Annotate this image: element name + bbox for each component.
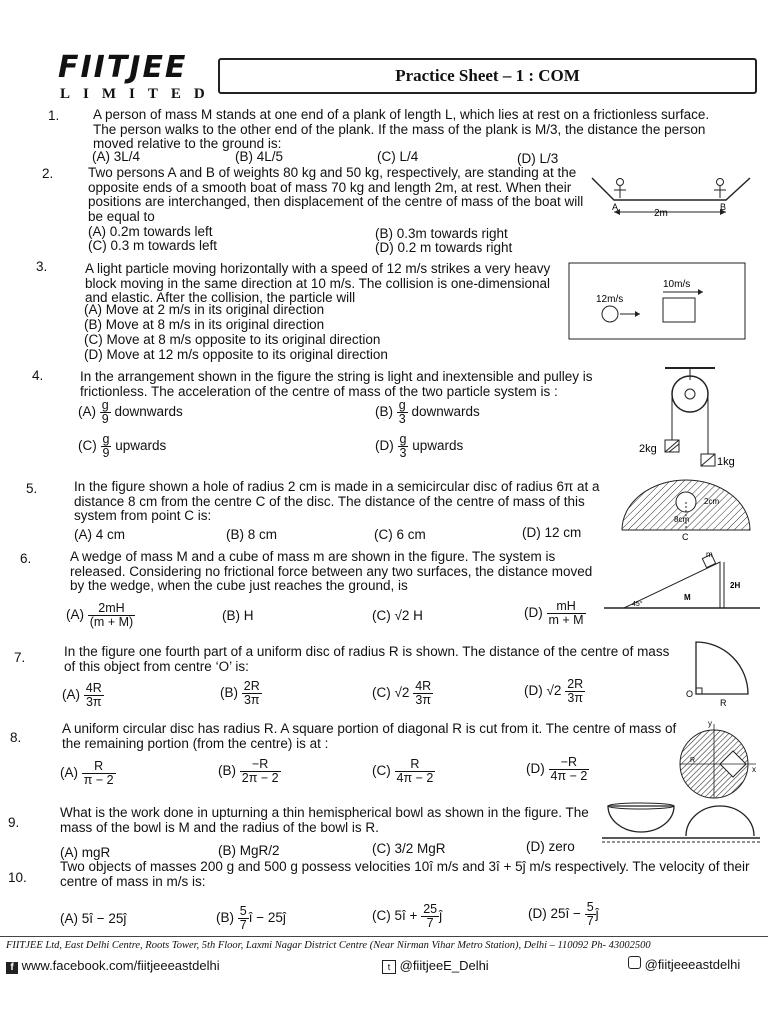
logo-subtext: LIMITED [60,86,218,102]
question-text: In the figure shown a hole of radius 2 cm is made in a semicircular disc of radius 6π at a distance 8 cm from the centre C of the disc. The distance of the centre of mass of this system from point C is: [74,479,600,523]
question-text: A uniform circular disc has radius R. A square portion of diagonal R is cut from it. The centre of mass of the remaining portion (from the centre) is at : [62,721,677,751]
cube-label: m [706,550,713,559]
footer-address: FIITJEE Ltd, East Delhi Centre, Roots Tower, 5th Floor, Laxmi Nagar District Centre (Near Nirman Vihar Metro Station), Delhi – 110092 Ph- 43002500 [6,940,651,951]
option: (C) 3/2 MgR [372,841,446,856]
title-banner [218,58,757,94]
option: (C) $\frac{g}{9}$ upwards [78,432,167,460]
option: (D) 12 cm [522,525,582,540]
radius-r: R [720,698,727,708]
mass-2kg: 2kg [639,443,657,455]
option: (D) zero [526,839,575,854]
option: (A) 5î − 25ĵ [60,911,127,926]
option: (B) 0.3m towards right [375,226,508,241]
option: (A) 0.2m towards left [88,224,213,239]
centre-c: C [682,532,689,542]
hole-radius: 2cm [704,497,720,506]
semicircle-disc-figure [618,476,758,544]
option: (A) 4 cm [74,527,126,542]
option: (D) √2 $\frac{2R}{3\pi}$ [524,677,584,705]
label-a: A [612,202,619,212]
option: (A) $\frac{g}{9}$ downwards [78,398,183,426]
particle-speed: 12m/s [596,294,624,305]
wedge-label: M [684,593,691,602]
option: (B) H [222,608,254,623]
option: (C) $\frac{R}{4\pi - 2}$ [372,757,434,785]
option: (A) 3L/4 [92,149,141,164]
option: (C) 5î + $\frac{25}{7}$ ĵ [372,902,443,930]
axis-y: y [708,719,712,728]
option: (D) $\frac{-R}{4\pi - 2}$ [526,755,588,783]
question-text: A person of mass M stands at one end of a plank of length L, which lies at rest on a frictionless surface. The person walks to the other end of the plank. If the mass of the plank is M/3, the distance the person moved relative to the ground is: [93,107,710,151]
option: (C) 6 cm [374,527,426,542]
question-number: 5. [26,481,38,496]
question-number: 10. [8,870,27,885]
option: (A) $\frac{2mH}{(m + M)}$ [66,601,134,629]
option: (B) $\frac{5}{7}$ î − 25ĵ [216,904,286,932]
footer-twitter[interactable]: t @fiitjeeE_Delhi [382,958,489,974]
mass-1kg: 1kg [717,456,735,468]
fiitjee-logo: FIITJEE [58,50,188,85]
question-number: 7. [14,650,26,665]
axis-x: x [752,765,756,774]
option: (D) L/3 [517,151,559,166]
option: (D) 0.2 m towards right [375,240,513,255]
footer-instagram[interactable]: @fiitjeeeastdelhi [628,956,740,972]
footer-divider [0,936,768,937]
option: (B) 4L/5 [235,149,284,164]
option: (D) $\frac{mH}{m + M}$ [524,599,584,627]
option: (B) MgR/2 [218,843,280,858]
facebook-icon: f [6,962,18,974]
option: (C) √2 H [372,608,423,623]
option: (B) $\frac{2R}{3\pi}$ [220,679,260,707]
pulley-figure [635,362,745,472]
option: (C) √2 $\frac{4R}{3\pi}$ [372,679,432,707]
boat-length: 2m [654,208,668,219]
hole-distance: 8cm [674,515,690,524]
question-text: Two objects of masses 200 g and 500 g possess velocities 10î m/s and 3î + 5ĵ m/s respectively. The velocity of their centre of mass in m/s is: [60,859,750,889]
question-text: A light particle moving horizontally with a speed of 12 m/s strikes a very heavy block moving in the same direction at 10 m/s. The collision is one-dimensional and elastic. After the collision, the particle will [85,261,551,305]
twitter-icon: t [382,960,396,974]
wedge-figure [604,550,762,616]
option: (C) L/4 [377,149,419,164]
option: (B) $\frac{g}{3}$ downwards [375,398,480,426]
quarter-disc-figure [684,640,760,710]
option: (D) Move at 12 m/s opposite to its original direction [84,347,388,362]
instagram-icon [628,956,641,969]
angle-label: 45° [632,601,643,608]
footer-facebook[interactable]: f www.facebook.com/fiitjeeeastdelhi [6,958,220,974]
question-number: 8. [10,730,22,745]
boat-figure [588,172,758,222]
question-number: 9. [8,815,20,830]
question-text: A wedge of mass M and a cube of mass m are shown in the figure. The system is released. Considering no frictional force between any two surfaces, the distance moved by the wedge, when the cube just reaches the ground, is [70,549,593,593]
label-b: B [720,202,727,212]
question-text: What is the work done in upturning a thin hemispherical bowl as shown in the figure. The mass of the bowl is M and the radius of the bowl is R. [60,805,589,835]
option: (A) mgR [60,845,111,860]
question-text: In the figure one fourth part of a uniform disc of radius R is shown. The distance of the centre of mass of this object from centre ‘O’ is: [64,644,670,674]
question-text: Two persons A and B of weights 80 kg and 50 kg, respectively, are standing at the opposite ends of a smooth boat of mass 70 kg and length 2m, at rest. When their positions are interchanged, then displacement of the centre of mass of the boat will be equal to [88,165,584,224]
option: (D) 25î − $\frac{5}{7}$ ĵ [528,900,599,928]
question-number: 2. [42,166,54,181]
option: (C) Move at 8 m/s opposite to its original direction [84,332,381,347]
option: (B) 8 cm [226,527,278,542]
disc-with-square-cutout-figure [676,718,760,802]
question-number: 3. [36,259,48,274]
question-number: 1. [48,108,60,123]
option: (B) Move at 8 m/s in its original direction [84,317,325,332]
option: (B) $\frac{-R}{2\pi - 2}$ [218,757,279,785]
hemispherical-bowl-figure [602,798,760,850]
option: (A) $\frac{R}{\pi - 2}$ [60,759,114,787]
option: (A) Move at 2 m/s in its original direction [84,302,325,317]
collision-figure [568,262,748,342]
block-speed: 10m/s [663,279,691,290]
question-number: 6. [20,551,32,566]
option: (C) 0.3 m towards left [88,238,218,253]
radius-label: R [690,757,696,764]
option: (D) $\frac{g}{3}$ upwards [375,432,464,460]
page-title: Practice Sheet – 1 : COM [395,66,580,85]
option: (A) $\frac{4R}{3\pi}$ [62,681,102,709]
centre-o: O [686,689,694,699]
question-text: In the arrangement shown in the figure the string is light and inextensible and pulley is frictionless. The acceleration of the centre of mass of the two particle system is : [80,369,593,399]
question-number: 4. [32,368,44,383]
height-label: 2H [730,581,741,590]
